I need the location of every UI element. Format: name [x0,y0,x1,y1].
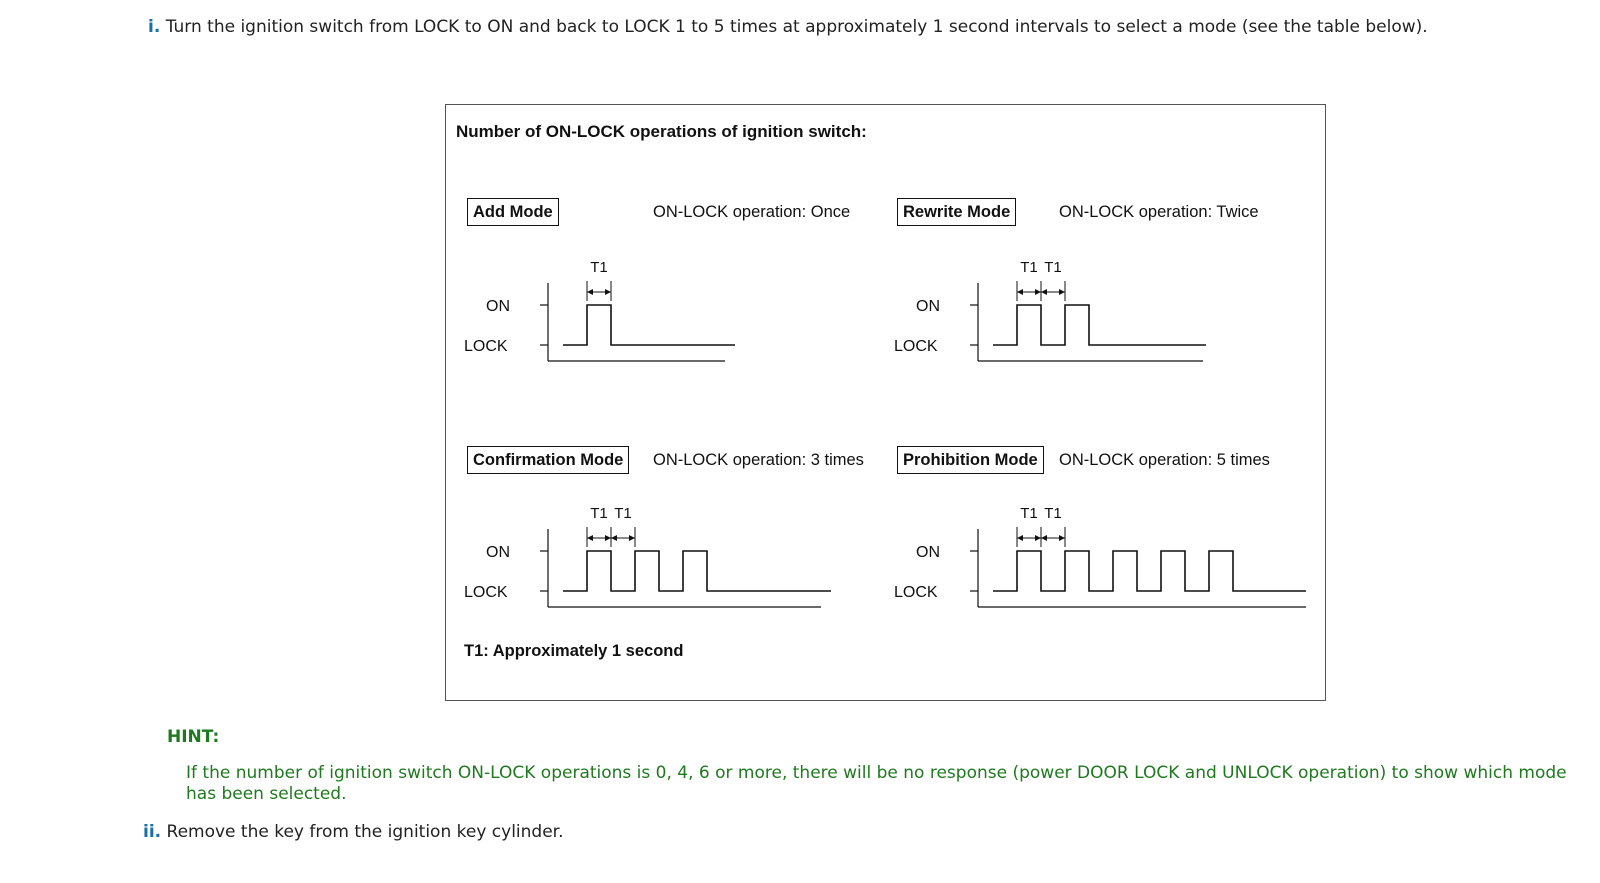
add-mode-operation: ON-LOCK operation: Once [653,203,851,221]
confirmation-mode-operation: ON-LOCK operation: 3 times [653,451,864,469]
lock-label: LOCK [894,584,938,601]
step-ii [143,822,564,842]
t1-label: T1 [1044,505,1062,522]
rewrite-mode-label: Rewrite Mode [897,198,1016,226]
confirmation-mode-timing-diagram [456,501,836,616]
add-mode-timing-diagram [456,255,776,370]
pulse-waveform [993,551,1306,591]
t1-arrow-left [1017,535,1023,541]
prohibition-mode-timing-diagram [886,501,1306,616]
confirmation-mode-label: Confirmation Mode [467,446,629,474]
step-i [148,17,1428,37]
t1-arrow-right [1035,535,1041,541]
lock-label: LOCK [464,338,508,355]
t1-arrow-left [1041,535,1047,541]
t1-arrow-right [629,535,635,541]
t1-label: T1 [1044,259,1062,276]
prohibition-mode-label: Prohibition Mode [897,446,1044,474]
t1-arrow-left [587,535,593,541]
t1-arrow-left [1041,289,1047,295]
hint-title: HINT: [167,727,220,747]
prohibition-mode-operation: ON-LOCK operation: 5 times [1059,451,1270,469]
t1-arrow-left [611,535,617,541]
t1-note: T1: Approximately 1 second [464,642,684,660]
t1-arrow-right [605,535,611,541]
t1-arrow-left [1017,289,1023,295]
pulse-waveform [563,305,735,345]
on-label: ON [916,298,940,315]
on-label: ON [916,544,940,561]
lock-label: LOCK [894,338,938,355]
on-label: ON [486,544,510,561]
t1-label: T1 [590,505,608,522]
t1-arrow-left [587,289,593,295]
t1-arrow-right [1059,535,1065,541]
add-mode-label: Add Mode [467,198,559,226]
t1-label: T1 [1020,505,1038,522]
pulse-waveform [563,551,831,591]
figure-title: Number of ON-LOCK operations of ignition switch: [456,122,867,141]
rewrite-mode-operation: ON-LOCK operation: Twice [1059,203,1259,221]
t1-arrow-right [605,289,611,295]
mode-selection-figure [445,104,1326,701]
step-number: ii. [143,822,162,842]
lock-label: LOCK [464,584,508,601]
step-text: Remove the key from the ignition key cylinder. [166,822,564,842]
pulse-waveform [993,305,1206,345]
t1-arrow-right [1059,289,1065,295]
on-label: ON [486,298,510,315]
step-number: i. [148,17,161,37]
step-text: Turn the ignition switch from LOCK to ON and back to LOCK 1 to 5 times at approximately 1 second intervals to select a mode (see the table below). [165,17,1428,37]
t1-label: T1 [614,505,632,522]
t1-label: T1 [1020,259,1038,276]
t1-label: T1 [590,259,608,276]
rewrite-mode-timing-diagram [886,255,1206,370]
t1-arrow-right [1035,289,1041,295]
hint-text: If the number of ignition switch ON-LOCK operations is 0, 4, 6 or more, there will be no response (power DOOR LOCK and UNLOCK operation) to show which mode has been selected. [186,763,1567,804]
